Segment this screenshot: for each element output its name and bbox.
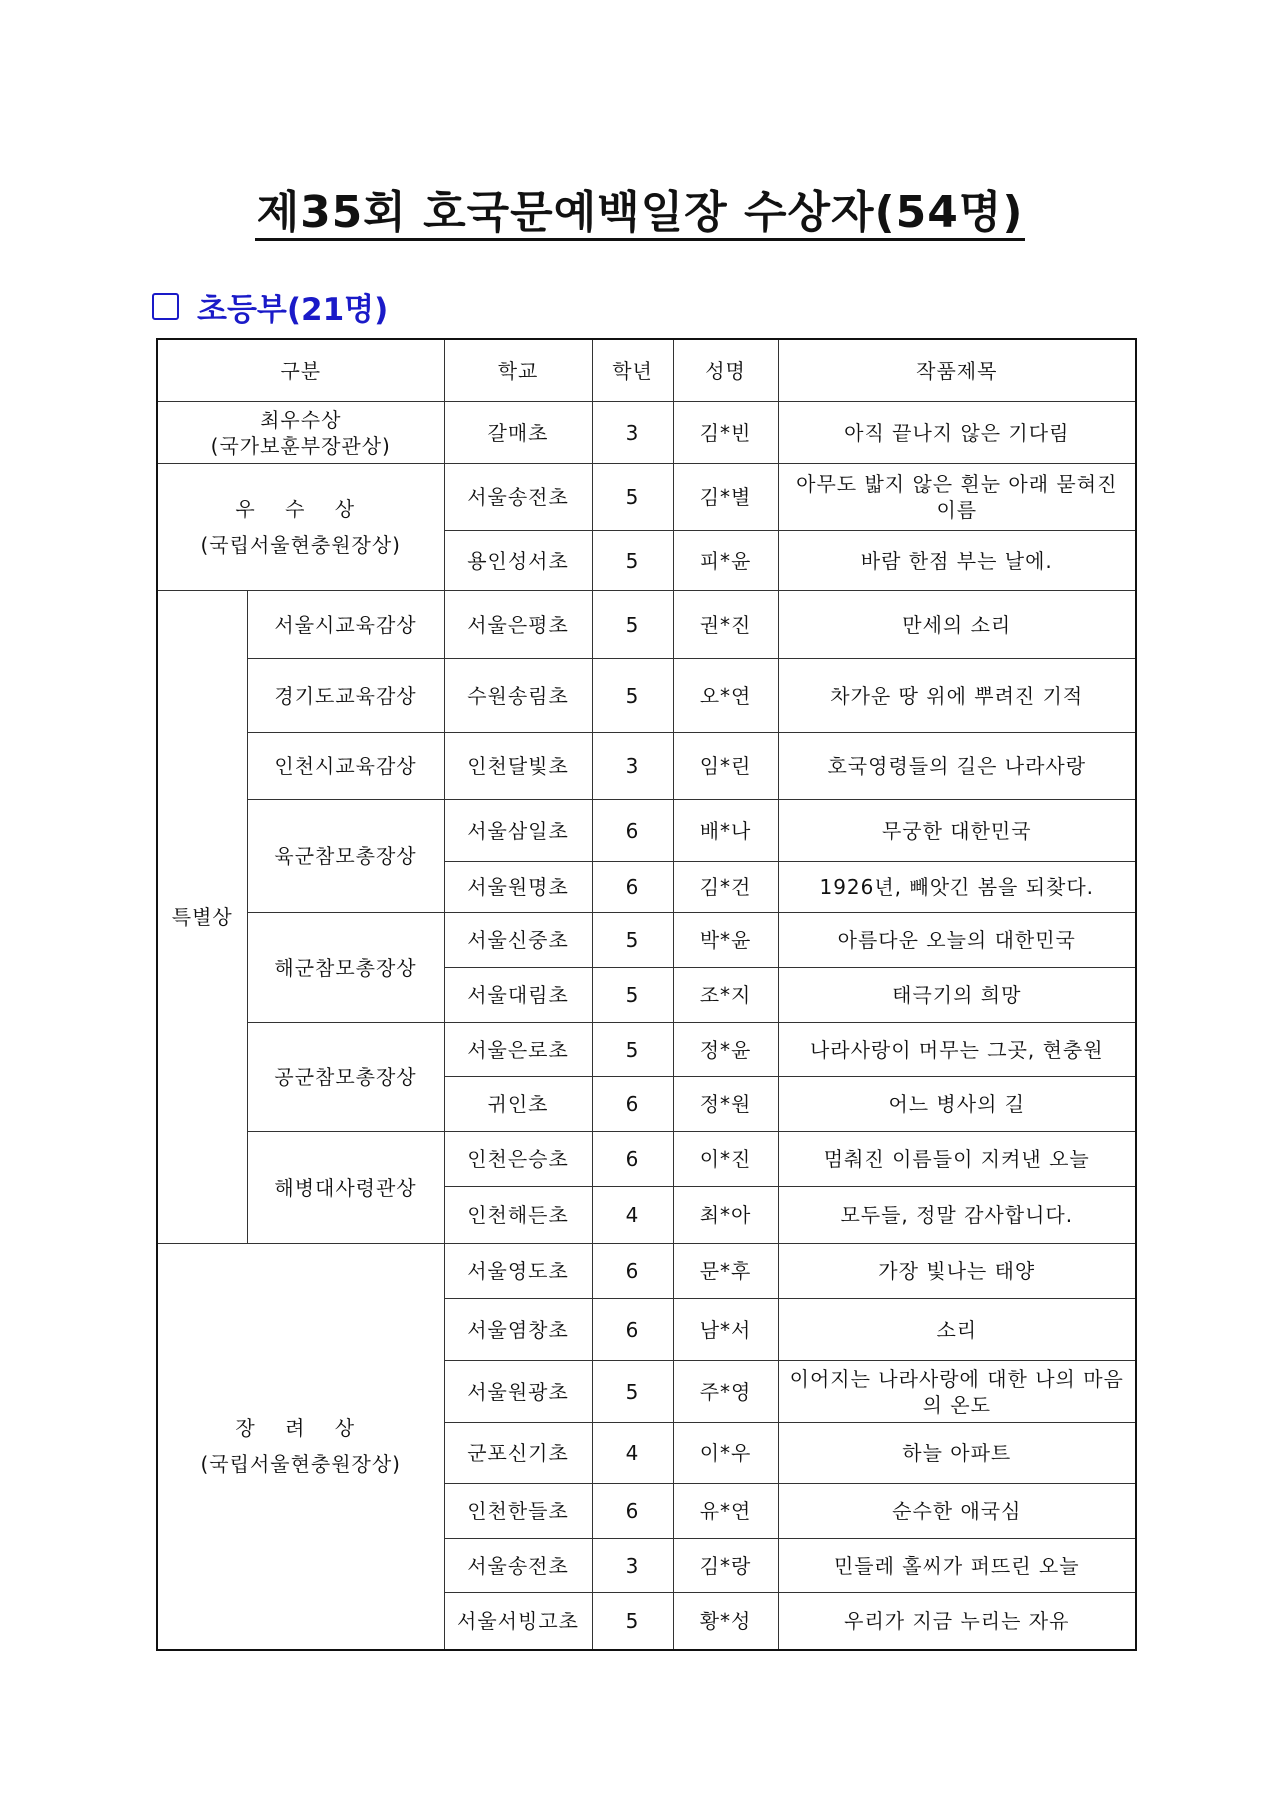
school-cell: 서울원명초 (444, 862, 592, 913)
header-name: 성명 (673, 339, 778, 402)
name-cell: 피*윤 (673, 531, 778, 591)
grade-cell: 6 (592, 800, 673, 862)
school-cell: 서울송전초 (444, 1539, 592, 1593)
award-subcategory: 해병대사령관상 (247, 1132, 444, 1244)
name-cell: 박*윤 (673, 913, 778, 968)
work-cell: 태극기의 희망 (778, 968, 1136, 1023)
table-row (157, 659, 1136, 733)
header-work: 작품제목 (778, 339, 1136, 402)
grade-cell: 4 (592, 1187, 673, 1244)
page-title-text: 제35회 호국문예백일장 수상자(54명) (255, 187, 1026, 241)
section-title: 초등부(21명) (197, 291, 389, 328)
grade-cell: 5 (592, 1593, 673, 1650)
name-cell: 정*원 (673, 1077, 778, 1132)
grade-cell: 6 (592, 1244, 673, 1299)
header-school: 학교 (444, 339, 592, 402)
grade-cell: 4 (592, 1423, 673, 1484)
school-cell: 군포신기초 (444, 1423, 592, 1484)
work-cell: 우리가 지금 누리는 자유 (778, 1593, 1136, 1650)
grade-cell: 5 (592, 913, 673, 968)
work-cell: 소리 (778, 1299, 1136, 1361)
work-cell: 멈춰진 이름들이 지켜낸 오늘 (778, 1132, 1136, 1187)
name-cell: 김*랑 (673, 1539, 778, 1593)
work-cell: 하늘 아파트 (778, 1423, 1136, 1484)
header-category: 구분 (157, 339, 444, 402)
school-cell: 수원송림초 (444, 659, 592, 733)
grade-cell: 6 (592, 1077, 673, 1132)
name-cell: 이*진 (673, 1132, 778, 1187)
grade-cell: 5 (592, 1023, 673, 1077)
name-cell: 정*윤 (673, 1023, 778, 1077)
school-cell: 인천한들초 (444, 1484, 592, 1539)
work-cell: 아름다운 오늘의 대한민국 (778, 913, 1136, 968)
award-subcategory: 서울시교육감상 (247, 591, 444, 659)
work-cell: 차가운 땅 위에 뿌려진 기적 (778, 659, 1136, 733)
work-cell: 이어지는 나라사랑에 대한 나의 마음의 온도 (778, 1361, 1136, 1423)
school-cell: 서울원광초 (444, 1361, 592, 1423)
school-cell: 갈매초 (444, 402, 592, 464)
school-cell: 서울서빙고초 (444, 1593, 592, 1650)
name-cell: 주*영 (673, 1361, 778, 1423)
grade-cell: 3 (592, 733, 673, 800)
table-row (157, 1244, 1136, 1299)
grade-cell: 5 (592, 531, 673, 591)
award-subcategory: 육군참모총장상 (247, 800, 444, 913)
name-cell: 유*연 (673, 1484, 778, 1539)
page-title (0, 176, 1280, 240)
award-sub: (국립서울현충원장상) (200, 1452, 401, 1477)
grade-cell: 6 (592, 1132, 673, 1187)
grade-cell: 6 (592, 1299, 673, 1361)
name-cell: 최*아 (673, 1187, 778, 1244)
table-row (157, 591, 1136, 659)
grade-cell: 5 (592, 464, 673, 531)
school-cell: 서울은평초 (444, 591, 592, 659)
work-cell: 무궁한 대한민국 (778, 800, 1136, 862)
award-encourage (157, 1244, 444, 1650)
work-cell: 민들레 홀씨가 퍼뜨린 오늘 (778, 1539, 1136, 1593)
award-special: 특별상 (157, 591, 247, 1244)
school-cell: 귀인초 (444, 1077, 592, 1132)
school-cell: 서울송전초 (444, 464, 592, 531)
work-cell: 아무도 밟지 않은 흰눈 아래 묻혀진 이름 (778, 464, 1136, 531)
school-cell: 용인성서초 (444, 531, 592, 591)
name-cell: 이*우 (673, 1423, 778, 1484)
grade-cell: 5 (592, 1361, 673, 1423)
award-subcategory: 인천시교육감상 (247, 733, 444, 800)
table-row (157, 1132, 1136, 1187)
name-cell: 권*진 (673, 591, 778, 659)
work-cell: 호국영령들의 길은 나라사랑 (778, 733, 1136, 800)
table-row (157, 402, 1136, 464)
grade-cell: 5 (592, 968, 673, 1023)
grade-cell: 3 (592, 402, 673, 464)
school-cell: 인천해든초 (444, 1187, 592, 1244)
work-cell: 모두들, 정말 감사합니다. (778, 1187, 1136, 1244)
work-cell: 바람 한점 부는 날에. (778, 531, 1136, 591)
grade-cell: 3 (592, 1539, 673, 1593)
award-subcategory: 공군참모총장상 (247, 1023, 444, 1132)
name-cell: 조*지 (673, 968, 778, 1023)
school-cell: 서울신중초 (444, 913, 592, 968)
table-row (157, 733, 1136, 800)
work-cell: 만세의 소리 (778, 591, 1136, 659)
grade-cell: 5 (592, 659, 673, 733)
table-header-row (157, 339, 1136, 402)
award-label: 장 려 상 (235, 1416, 367, 1441)
award-label: 최우수상 (260, 407, 342, 432)
work-cell: 가장 빛나는 태양 (778, 1244, 1136, 1299)
award-grand (157, 402, 444, 464)
award-excellence (157, 464, 444, 591)
checkbox-icon (152, 293, 179, 320)
grade-cell: 5 (592, 591, 673, 659)
section-heading (152, 286, 388, 326)
school-cell: 인천달빛초 (444, 733, 592, 800)
name-cell: 남*서 (673, 1299, 778, 1361)
school-cell: 인천은승초 (444, 1132, 592, 1187)
school-cell: 서울영도초 (444, 1244, 592, 1299)
table-row (157, 800, 1136, 862)
award-sub: (국립서울현충원장상) (200, 533, 401, 557)
name-cell: 임*린 (673, 733, 778, 800)
awards-table (156, 338, 1137, 1651)
table-row (157, 1023, 1136, 1077)
table-row (157, 913, 1136, 968)
name-cell: 김*별 (673, 464, 778, 531)
name-cell: 문*후 (673, 1244, 778, 1299)
work-cell: 아직 끝나지 않은 기다림 (778, 402, 1136, 464)
school-cell: 서울염창초 (444, 1299, 592, 1361)
table-row (157, 464, 1136, 531)
name-cell: 배*나 (673, 800, 778, 862)
award-label: 우 수 상 (235, 497, 367, 521)
work-cell: 순수한 애국심 (778, 1484, 1136, 1539)
award-subcategory: 해군참모총장상 (247, 913, 444, 1023)
school-cell: 서울대림초 (444, 968, 592, 1023)
work-cell: 어느 병사의 길 (778, 1077, 1136, 1132)
award-sub: (국가보훈부장관상) (210, 433, 391, 458)
award-subcategory: 경기도교육감상 (247, 659, 444, 733)
name-cell: 김*빈 (673, 402, 778, 464)
name-cell: 오*연 (673, 659, 778, 733)
grade-cell: 6 (592, 1484, 673, 1539)
work-cell: 1926년, 빼앗긴 봄을 되찾다. (778, 862, 1136, 913)
work-cell: 나라사랑이 머무는 그곳, 현충원 (778, 1023, 1136, 1077)
school-cell: 서울은로초 (444, 1023, 592, 1077)
header-grade: 학년 (592, 339, 673, 402)
school-cell: 서울삼일초 (444, 800, 592, 862)
name-cell: 황*성 (673, 1593, 778, 1650)
grade-cell: 6 (592, 862, 673, 913)
name-cell: 김*건 (673, 862, 778, 913)
